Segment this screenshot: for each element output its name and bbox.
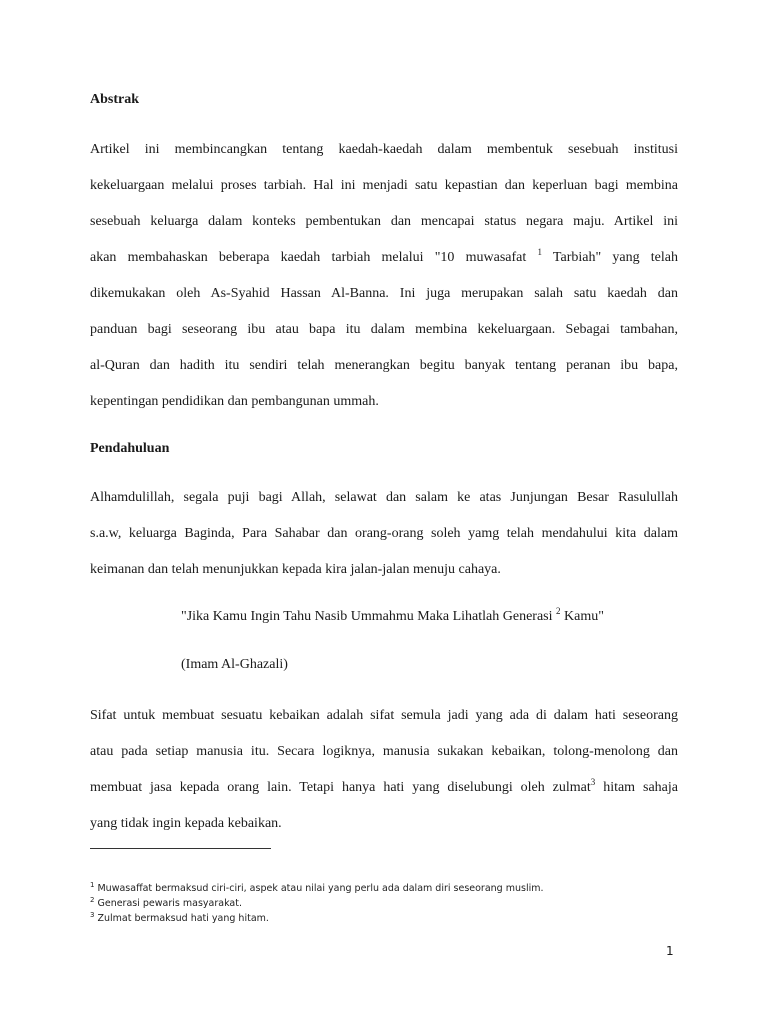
footnote-2 [90,898,242,909]
line-text: hitam sahaja [595,780,678,795]
footnote-ref-1: 1 [537,247,542,257]
intro-heading: Pendahuluan [90,441,170,456]
abstract-line: kekeluargaan melalui proses tarbiah. Hal ini menjadi satu kepastian dan keperluan bagi membina [90,178,678,193]
quote-attribution: (Imam Al-Ghazali) [181,657,288,672]
abstract-heading: Abstrak [90,92,140,107]
quote-text: "Jika Kamu Ingin Tahu Nasib Ummahmu Maka Lihatlah Generasi [181,609,556,624]
abstract-line: al-Quran dan hadith itu sendiri telah menerangkan begitu banyak tentang peranan ibu bapa, [90,358,678,373]
abstract-line: dikemukakan oleh As-Syahid Hassan Al-Banna. Ini juga merupakan salah satu kaedah dan [90,286,678,301]
footnote-text: Muwasaffat bermaksud ciri-ciri, aspek atau nilai yang perlu ada dalam diri seseorang muslim. [94,883,544,894]
footnote-number: 2 [90,896,95,904]
footnote-3 [90,913,269,924]
footnote-ref-3: 3 [590,777,596,787]
abstract-line: sesebuah keluarga dalam konteks pembentukan dan mencapai status negara maju. Artikel ini [90,214,678,229]
footnote-1 [90,883,544,894]
quote [181,606,604,625]
abstract-line: kepentingan pendidikan dan pembangunan ummah. [90,394,379,409]
footnote-number: 3 [90,911,95,919]
abstract-line: Artikel ini membincangkan tentang kaedah-kaedah dalam membentuk sesebuah institusi [90,142,678,157]
intro-line: s.a.w, keluarga Baginda, Para Sahabar dan orang-orang soleh yamg telah mendahului kita dalam [90,526,678,541]
page-number: 1 [666,944,674,958]
footnote-separator [90,848,271,849]
body-line: yang tidak ingin kepada kebaikan. [90,816,282,831]
abstract-line [90,248,678,268]
footnote-text: Zulmat bermaksud hati yang hitam. [94,913,269,924]
footnote-ref-2: 2 [556,606,561,616]
intro-line: keimanan dan telah menunjukkan kepada kira jalan-jalan menuju cahaya. [90,562,501,577]
line-text: Tarbiah" yang telah [541,250,678,265]
intro-line: Alhamdulillah, segala puji bagi Allah, selawat dan salam ke atas Junjungan Besar Rasulullah [90,490,678,505]
abstract-line: panduan bagi seseorang ibu atau bapa itu dalam membina kekeluargaan. Sebagai tambahan, [90,322,678,337]
body-line [90,778,678,798]
body-line: atau pada setiap manusia itu. Secara logiknya, manusia sukakan kebaikan, tolong-menolong dan [90,744,678,759]
footnote-number: 1 [90,881,95,889]
footnote-text: Generasi pewaris masyarakat. [94,898,242,909]
body-line: Sifat untuk membuat sesuatu kebaikan adalah sifat semula jadi yang ada di dalam hati seseorang [90,708,678,723]
line-text: membuat jasa kepada orang lain. Tetapi hanya hati yang diselubungi oleh zulmat [90,780,591,795]
line-text: akan membahaskan beberapa kaedah tarbiah melalui "10 muwasafat [90,250,538,265]
quote-text: Kamu" [560,609,604,624]
